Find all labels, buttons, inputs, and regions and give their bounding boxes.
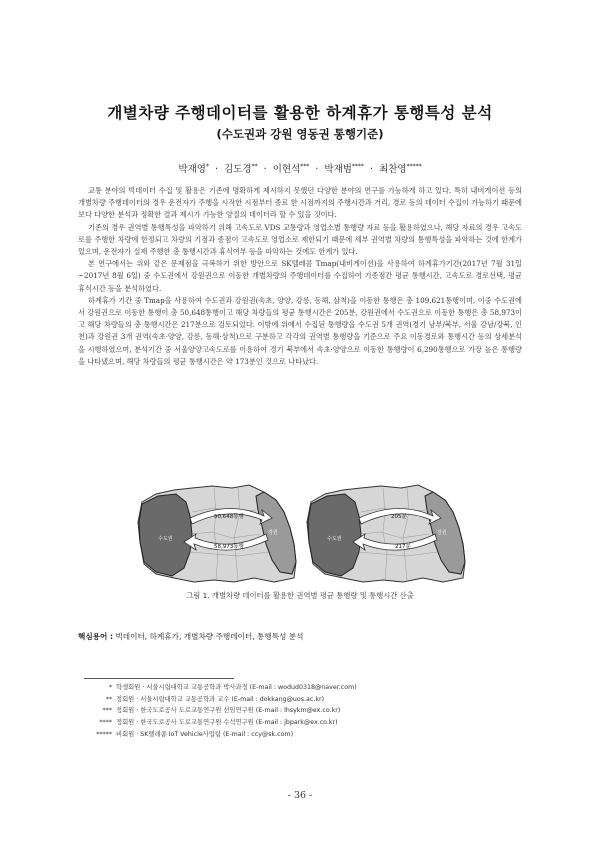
footnote-item — [84, 717, 357, 729]
footnote-text: 비회원 · SK텔레콤 IoT Vehicle사업팀 (E-mail : ccy@sk.com) — [116, 730, 294, 738]
author-name: 최찬영 — [379, 164, 407, 175]
author-separator: · — [263, 164, 267, 175]
keywords-text: 빅데이터, 하계휴가, 개별차량 주행데이터, 통행특성 분석 — [115, 632, 304, 641]
keywords-line — [78, 631, 303, 642]
eastbound-volume-label: 50,648통행 — [214, 514, 244, 520]
author-name: 김도경 — [224, 164, 252, 175]
paper-title: 개별차량 주행데이터를 활용한 하계휴가 통행특성 분석 — [107, 104, 493, 122]
author-separator: · — [369, 164, 373, 175]
footnote-item — [84, 694, 357, 706]
footnote-text: 정회원 · 서울시립대학교 교통공학과 교수 (E-mail : dokkang@uos.ac.kr) — [116, 695, 325, 703]
westbound-time-label: 217분 — [395, 544, 411, 550]
author-separator: · — [315, 164, 319, 175]
body-paragraph: 하계휴가 기간 중 Tmap을 사용하여 수도권과 강원권(속초, 양양, 강릉, 동해, 삼척)을 이동한 통행은 총 109,621통행이며, 이중 수도권에서 강원권으로 이동한 통행이 총 50,648통행이고 해당 차량들의 평균 통행시간은 205분, 강원권에서 수도권으로 이동한 통행은 총 58,973이고 해당 차량들의 총 통행시간은 217분으로 검토되었다. 이밖에 위에서 수집된 통행량을 수도권 5개 권역(경기 남부/북부, 서울 강남/강북, 인천)과 강원권 3개 권역(속초·양양, 강릉, 동해·삼척)으로 구분하고 각각의 권역별 통행량을 기준으로 주요 이동경로와 통행시간 등의 상세분석을 시행하였으며, 분석기간 중 서울양양고속도로를 이용하여 경기 북부에서 속초·양양으로 이동한 통행량이 6,290통행으로 가장 높은 통행량을 나타냈으며, 해당 차량들의 평균 통행시간은 약 173분인 것으로 나타났다. — [78, 295, 522, 366]
body-paragraph: 교통 분야의 빅데이터 수집 및 활용은 기존에 명확하게 제시하지 못했던 다양한 분야의 연구를 가능하게 하고 있다. 특히 내비게이션 등의 개별차량 주행데이터의 경우 운전자가 주행을 시작한 시점부터 종료 한 시점까지의 주행시간과 거리, 경로 등의 데이터 수집이 가능하기 때문에 보다 다양한 분석과 정확한 결과 제시가 가능한 양질의 데이터라 할 수 있을 것이다. — [78, 186, 522, 220]
footnote-item — [84, 729, 357, 741]
capital-region — [308, 494, 361, 576]
abstract-body — [78, 185, 522, 368]
capital-label: 수도권 — [158, 536, 173, 542]
footnote-mark: **** — [99, 719, 112, 727]
gangwon-label: 강원 — [437, 530, 447, 536]
author-mark: * — [205, 163, 209, 170]
footnote-item — [84, 705, 357, 717]
footnote-text: 학생회원 · 서울시립대학교 교통공학과 박사과정 (E-mail : wodud0318@naver.com) — [116, 684, 357, 691]
author-name: 박재영 — [178, 164, 206, 175]
footnotes — [84, 682, 357, 741]
gangwon-label: 강원 — [268, 530, 278, 536]
footnote-item — [84, 682, 357, 694]
body-paragraph: 기존의 경우 권역별 통행특성을 파악하기 위해 고속도로 VDS 교통량과 영업소별 통행량 자료 등을 활용하였으나, 해당 자료의 경우 고속도로를 주행한 차량에 한정되고 차량의 기점과 종점이 고속도로 영업소로 제한되기 때문에 세부 권역별 차량의 통행특성을 파악하는 것에 한계가 있으며, 운전자가 실제 주행한 총 통행시간과 휴식여부 등을 파악하는 것에도 한계가 있다. — [78, 222, 522, 257]
author-mark: **** — [351, 163, 364, 170]
footnote-text: 정회원 · 한국도로공사 도로교통연구원 선임연구원 (E-mail : lhsykm@ex.co.kr) — [116, 707, 341, 715]
eastbound-time-label: 205분 — [391, 514, 407, 520]
author-mark: ***** — [406, 163, 422, 170]
figure-caption: 그림 1. 개별차량 데이터를 활용한 권역별 평균 통행량 및 통행시간 산출 — [186, 591, 414, 600]
capital-region — [139, 494, 192, 576]
traffic-volume-map — [134, 482, 299, 587]
footnote-divider — [84, 678, 234, 679]
footnote-mark: ** — [105, 695, 112, 703]
footnote-mark: * — [108, 684, 112, 691]
author-line — [60, 161, 540, 175]
author-name: 이현석 — [272, 164, 301, 175]
footnote-mark: ***** — [96, 730, 112, 738]
author-separator: · — [215, 164, 219, 175]
travel-time-map — [303, 482, 468, 587]
author-mark: ** — [251, 163, 258, 170]
footnote-mark: *** — [102, 707, 112, 715]
author-name: 박재범 — [324, 164, 352, 175]
westbound-volume-label: 58,973통행 — [214, 544, 244, 550]
keywords-label: 핵심용어 : — [78, 632, 114, 641]
capital-label: 수도권 — [327, 536, 342, 542]
footnote-text: 정회원 · 한국도로공사 도로교통연구원 수석연구원 (E-mail : jbpark@ex.co.kr) — [116, 719, 338, 727]
paper-subtitle: (수도권과 강원 영동권 통행기준) — [216, 127, 384, 141]
page-number: - 36 - — [287, 790, 313, 801]
author-mark: *** — [300, 163, 310, 170]
body-paragraph: 본 연구에서는 위와 같은 문제점을 극복하기 위한 방안으로 SK텔레콤 Tmap(내비게이션)을 사용하여 하계휴가기간(2017년 7월 31일~2017년 8월 6일) 중 수도권에서 강원권으로 이동한 개별차량의 주행데이터를 수집하여 기종점간 평균 통행시간, 고속도로 경로선택, 평균 휴식시간 등을 분석하였다. — [78, 259, 522, 293]
